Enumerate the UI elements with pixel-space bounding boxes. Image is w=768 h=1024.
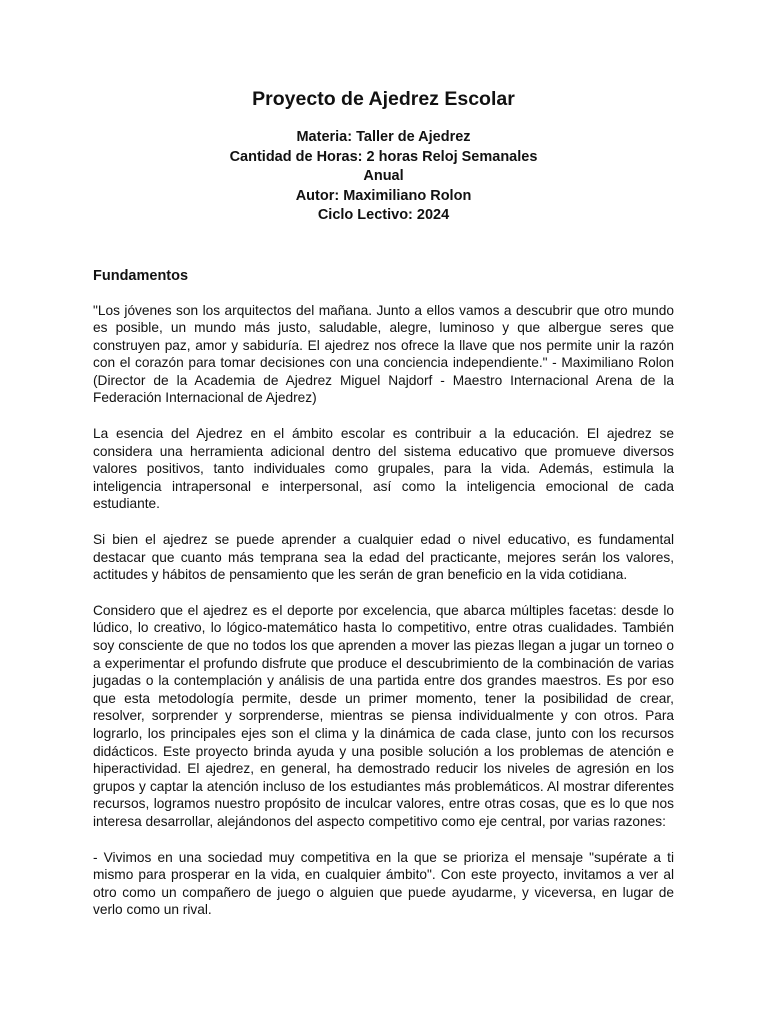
document-meta	[93, 128, 674, 226]
meta-ciclo: Ciclo Lectivo: 2024	[317, 207, 450, 223]
paragraph-sociedad: - Vivimos en una sociedad muy competitiva en la que se prioriza el mensaje "supérate a ti mismo para prosperar en la vida, en cualquier ámbito". Con este proyecto, invitamos a ver al otro como un compañero de juego o alguien que puede ayudarme, y viceversa, en lugar de verlo como un rival.	[93, 849, 674, 918]
paragraph-esencia: La esencia del Ajedrez en el ámbito escolar es contribuir a la educación. El ajedrez se considera una herramienta adicional dentro del sistema educativo que promueve diversos valores positivos, tanto individuales como grupales, para la vida. Además, estimula la inteligencia intrapersonal e interpersonal, así como la inteligencia emocional de cada estudiante.	[93, 426, 674, 512]
meta-autor: Autor: Maximiliano Rolon	[295, 187, 472, 204]
section-heading: Fundamentos	[93, 267, 189, 284]
meta-materia: Materia: Taller de Ajedrez	[296, 129, 471, 145]
paragraph-considero: Considero que el ajedrez es el deporte por excelencia, que abarca múltiples facetas: desde lo lúdico, lo creativo, lo lógico-matemático hasta lo competitivo, entre otras cualidades. También soy consciente de que no todos los que aprenden a mover las piezas llegan a jugar un torneo o a experimentar el profundo disfrute que produce el descubrimiento de la combinación de varias jugadas o la contemplación y análisis de una partida entre dos grandes maestros. Es por eso que esta metodología permite, desde un primer momento, tener la posibilidad de crear, resolver, sorprender y sorprenderse, mientras se piensa individualmente y con otros. Para lograrlo, los principales ejes son el clima y la dinámica de cada clase, junto con los recursos didácticos. Este proyecto brinda ayuda y una posible solución a los problemas de atención e hiperactividad. El ajedrez, en general, ha demostrado reducir los niveles de agresión en los grupos y captar la atención incluso de los estudiantes más problemáticos. Al mostrar diferentes recursos, logramos nuestro propósito de inculcar valores, entre otras cosas, que es lo que nos interesa desarrollar, alejándonos del aspecto competitivo como eje central, por varias razones:	[93, 602, 674, 829]
document-page	[93, 86, 674, 919]
meta-duracion: Anual	[363, 168, 404, 184]
meta-horas: Cantidad de Horas: 2 horas Reloj Semanales	[229, 148, 538, 165]
paragraph-quote: "Los jóvenes son los arquitectos del mañana. Junto a ellos vamos a descubrir que otro mundo es posible, un mundo más justo, saludable, alegre, luminoso y que albergue seres que construyen paz, amor y sabiduría. El ajedrez nos ofrece la llave que nos permite unir la razón con el corazón para tomar decisiones con una conciencia independiente." - Maximiliano Rolon (Director de la Academia de Ajedrez Miguel Najdorf - Maestro Internacional Arena de la Federación Internacional de Ajedrez)	[93, 302, 674, 406]
section-body	[93, 302, 674, 919]
paragraph-edad: Si bien el ajedrez se puede aprender a cualquier edad o nivel educativo, es fundamental destacar que cuanto más temprana sea la edad del practicante, mejores serán los valores, actitudes y hábitos de pensamiento que les serán de gran beneficio en la vida cotidiana.	[93, 532, 674, 583]
document-title: Proyecto de Ajedrez Escolar	[252, 88, 515, 110]
